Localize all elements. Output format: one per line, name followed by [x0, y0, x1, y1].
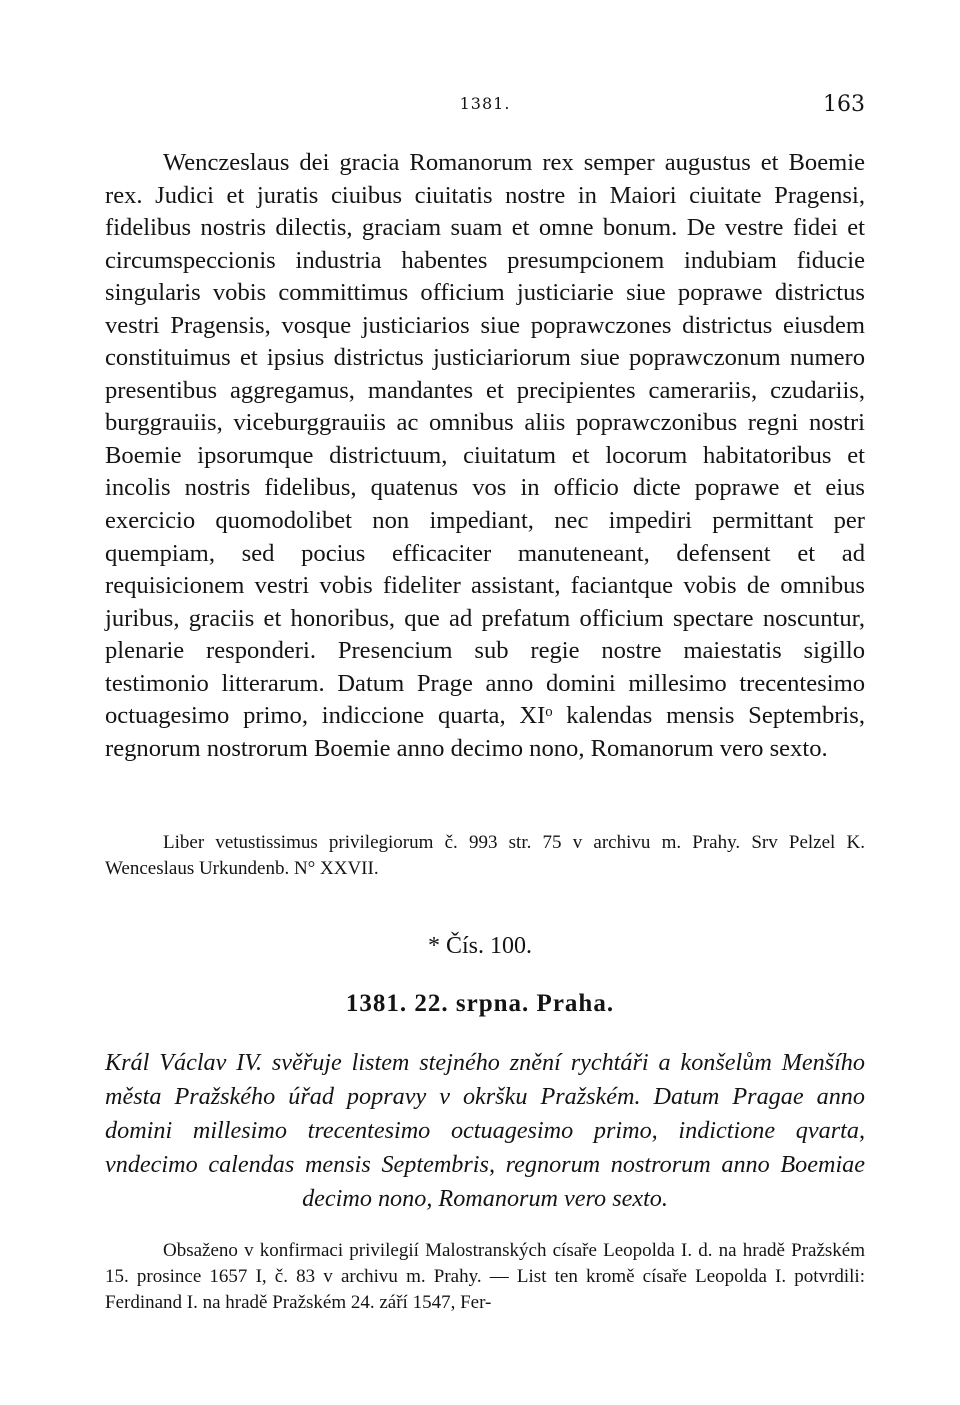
date-heading: 1381. 22. srpna. Praha. — [345, 990, 615, 1017]
running-head-year: 1381. — [459, 94, 511, 113]
charter-text: Wenczeslaus dei gracia Romanorum rex semper augustus et Boemie rex. Judici et juratis ciuibus ciuitatis nostre in Maiori ciuitate Pragensi, fidelibus nostris dilectis, graciam suam et omne bonum. De vestre fidei et circumspeccionis industria habentes presumpcionem indubiam fiducie singularis vobis committimus officium justiciarie siue poprawe districtus vestri Pragensis, vosque justiciarios siue poprawczones districtus eiusdem constituimus et ipsius districtus justiciariorum siue poprawczonum numero presentibus aggregamus, mandantes et precipientes camerariis, czudariis, burggrauiis, viceburggrauiis ac omnibus aliis poprawczonibus regni nostri Boemie ipsorumque districtuum, ciuitatum et locorum habitatoribus et incolis nostris fidelibus, quatenus vos in officio dicte poprawe et eius exercicio quomodolibet non impediant, nec impediri permittant per quempiam, sed pocius efficaciter manuteneant, defensent et ad requisicionem vestri vobis fideliter assistant, faciantque vobis de omnibus juribus, graciis et honoribus, que ad prefatum officium spectare noscuntur, plenarie responderi. Presencium sub regie nostre maiestatis sigillo testimonio litterarum. Datum Prage anno domini millesimo trecentesimo octuagesimo primo, indiccione quarta, XIᵒ kalendas mensis Septembris, regnorum nostrorum Boemie anno decimo nono, Romanorum vero sexto. — [105, 149, 865, 762]
page-header — [105, 92, 865, 118]
regest-summary: Král Václav IV. svěřuje listem stejného znění rychtáři a konšelům Menšího města Pražského úřad popravy v okršku Pražském. Datum Pragae anno domini millesimo trecentesimo octuagesimo primo, indictione qvarta, vndecimo calendas mensis Septembris, regnorum nostrorum anno Boemiae decimo nono, Romanorum vero sexto. — [105, 1049, 865, 1212]
page-number: 163 — [823, 92, 865, 117]
source-note: Liber vetustissimus privilegiorum č. 993 str. 75 v archivu m. Prahy. Srv Pelzel K. Wenceslaus Urkundenb. N° XXVII. — [105, 832, 865, 879]
confirmation-note: Obsaženo v konfirmaci privilegií Malostranských císaře Leopolda I. d. na hradě Pražském 15. prosince 1657 I, č. 83 v archivu m. Prahy. — List ten kromě císaře Leopolda I. potvrdili: Ferdinand I. na hradě Pražském 24. září 1547, Fer- — [105, 1240, 865, 1313]
document-number: * Čís. 100. — [427, 933, 532, 959]
